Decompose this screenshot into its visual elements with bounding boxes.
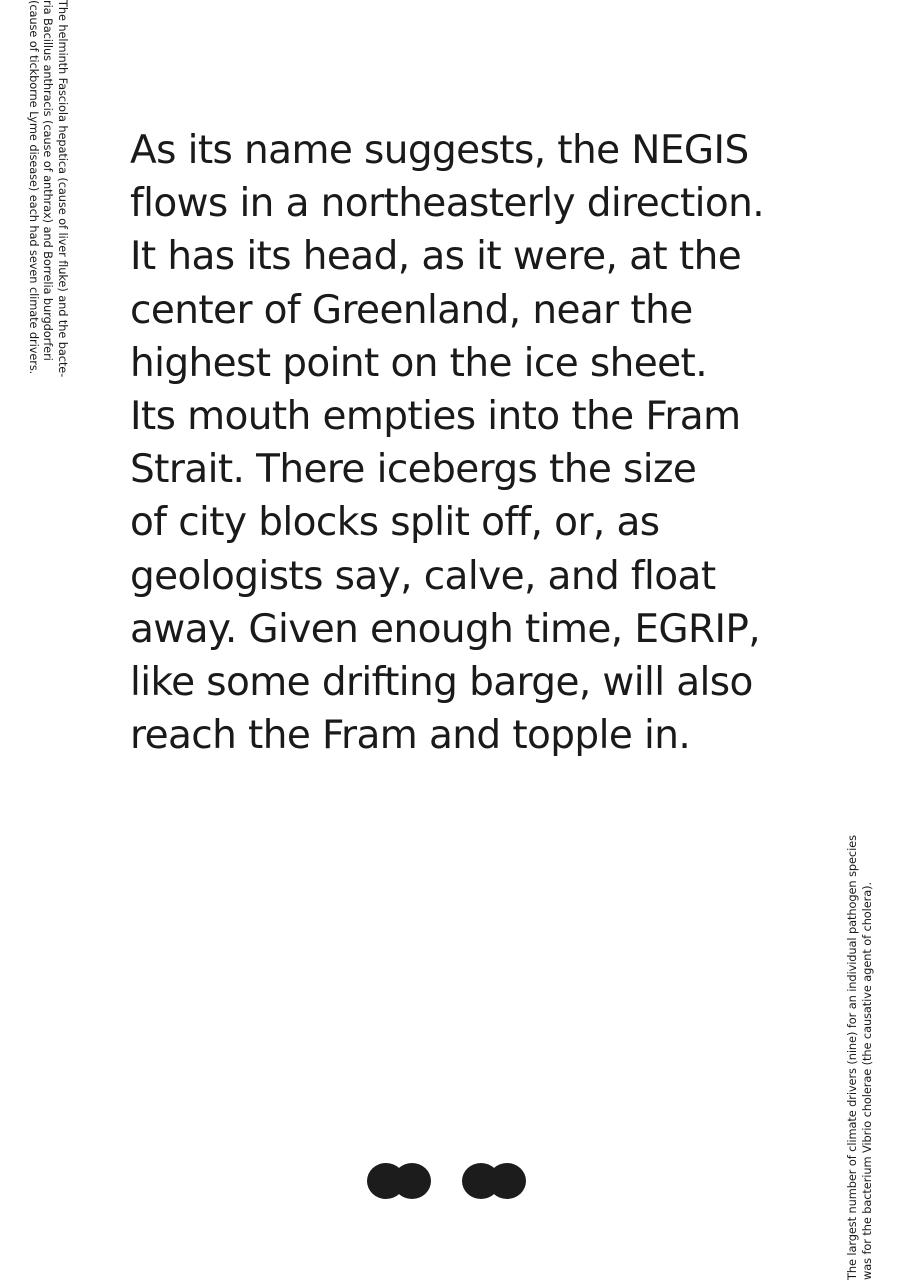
- ornament-blob: [488, 1163, 526, 1199]
- paragraph-line: It has its head, as it were, at the: [130, 234, 742, 280]
- main-paragraph: [130, 124, 830, 762]
- ornament-blob: [393, 1163, 431, 1199]
- right-note-line: was for the bacterium Vibrio cholerae (the causative agent of cholera).: [859, 882, 874, 1280]
- right-margin-note: [845, 780, 885, 1280]
- ornament-left-icon: [367, 1163, 433, 1199]
- paragraph-line: Strait. There icebergs the size: [130, 447, 697, 493]
- paragraph-line: Its mouth empties into the Fram: [130, 394, 741, 440]
- left-note-line: (cause of tickborne Lyme disease) each had seven climate drivers.: [27, 0, 41, 375]
- left-note-line: ria Bacillus anthracis (cause of anthrax) and Borrelia burgdorferi: [41, 0, 56, 361]
- paragraph-line: flows in a northeasterly direction.: [130, 181, 765, 227]
- paragraph-line: center of Greenland, near the: [130, 287, 693, 333]
- left-note-line: The helminth Fasciola hepatica (cause of liver fluke) and the bacte-: [56, 0, 70, 378]
- paragraph-line: of city blocks split off, or, as: [130, 500, 660, 546]
- paragraph-line: reach the Fram and topple in.: [130, 713, 691, 759]
- paragraph-line: away. Given enough time, EGRIP,: [130, 606, 761, 652]
- paragraph-line: like some drifting barge, will also: [130, 660, 753, 706]
- paragraph-line: As its name suggests, the NEGIS: [130, 128, 749, 173]
- paragraph-line: highest point on the ice sheet.: [130, 340, 708, 386]
- right-note-line: The largest number of climate drivers (nine) for an individual pathogen species: [845, 835, 859, 1280]
- left-margin-note: [10, 0, 70, 420]
- paragraph-line: geologists say, calve, and float: [130, 553, 716, 599]
- ornament-right-icon: [462, 1163, 528, 1199]
